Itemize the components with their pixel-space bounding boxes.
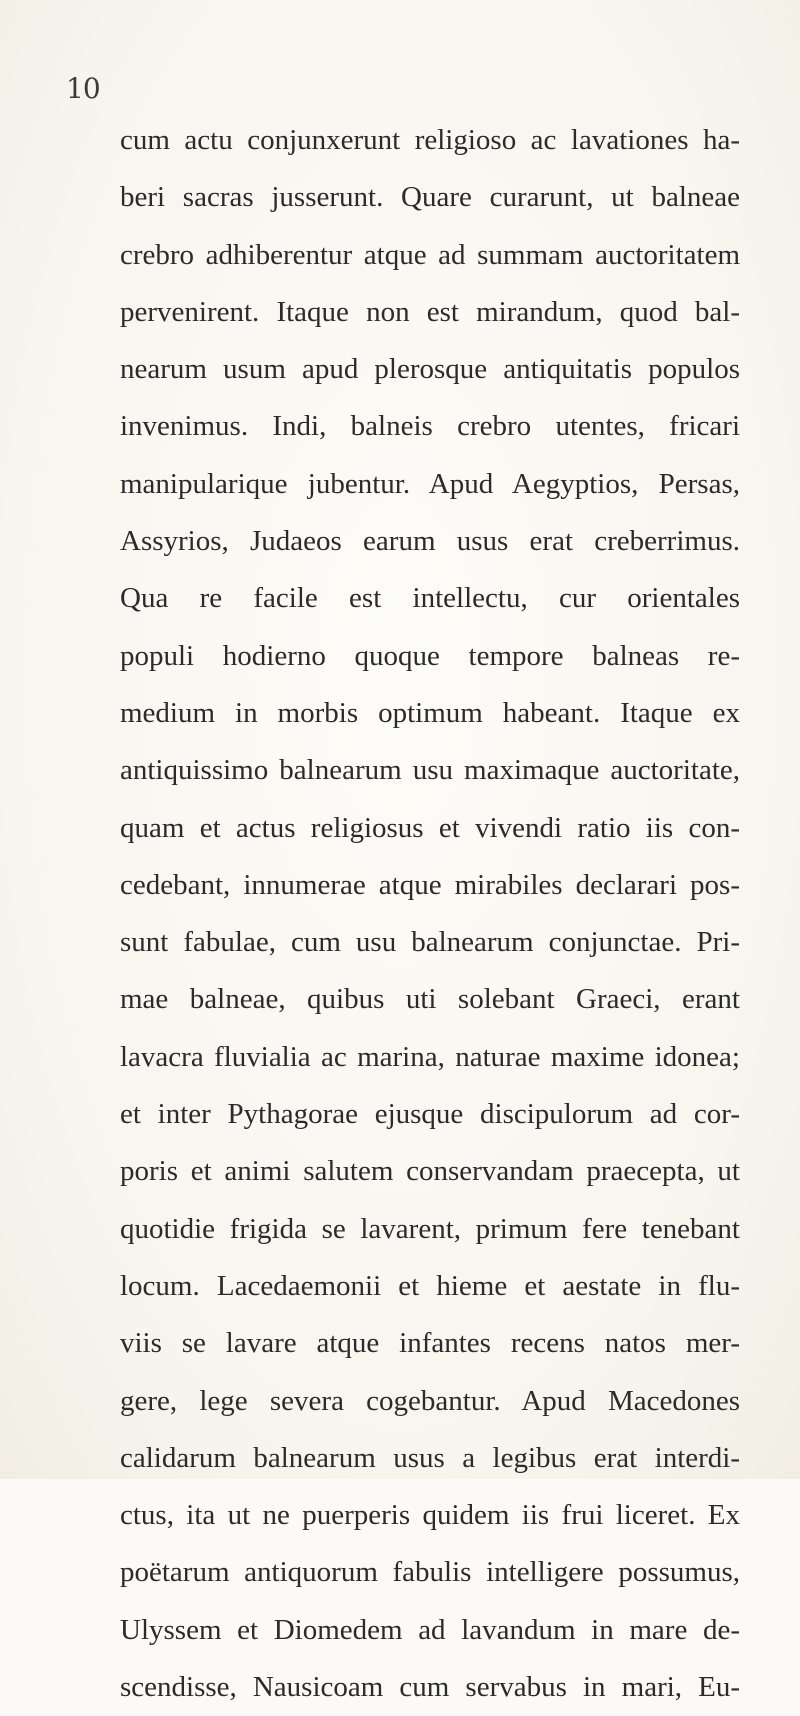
text-line: cum actu conjunxerunt religioso ac lavationes ha- — [120, 124, 740, 156]
text-line: calidarum balnearum usus a legibus erat interdi- — [120, 1441, 740, 1474]
text-line: quotidie frigida se lavarent, primum fere tenebant — [120, 1212, 740, 1245]
text-line: locum. Lacedaemonii et hieme et aestate in flu- — [120, 1269, 740, 1302]
text-line: pervenirent. Itaque non est mirandum, quod bal- — [120, 295, 740, 328]
text-line: scendisse, Nausicoam cum servabus in mari, Eu- — [120, 1671, 740, 1704]
text-line: ctus, ita ut ne puerperis quidem iis frui liceret. Ex — [120, 1499, 740, 1532]
body-text — [120, 112, 740, 1716]
text-line: populi hodierno quoque tempore balneas re- — [120, 639, 740, 672]
page-number: 10 — [66, 72, 100, 105]
text-line: Assyrios, Judaeos earum usus erat creberrimus. — [120, 525, 740, 558]
text-line: invenimus. Indi, balneis crebro utentes, fricari — [120, 410, 740, 443]
text-line: mae balneae, quibus uti solebant Graeci, erant — [120, 983, 740, 1016]
text-line: crebro adhiberentur atque ad summam auctoritatem — [120, 238, 740, 271]
text-line: Ulyssem et Diomedem ad lavandum in mare de- — [120, 1613, 740, 1646]
text-line: antiquissimo balnearum usu maximaque auctoritate, — [120, 754, 740, 787]
text-line: beri sacras jusserunt. Quare curarunt, ut balneae — [120, 181, 740, 214]
text-line: Qua re facile est intellectu, cur orientales — [120, 582, 740, 615]
text-line: medium in morbis optimum habeant. Itaque ex — [120, 696, 740, 729]
text-line: gere, lege severa cogebantur. Apud Macedones — [120, 1384, 740, 1417]
text-line: poris et animi salutem conservandam praecepta, ut — [120, 1155, 740, 1188]
text-line: viis se lavare atque infantes recens natos mer- — [120, 1327, 740, 1360]
text-line: lavacra fluvialia ac marina, naturae maxime idonea; — [120, 1040, 740, 1073]
text-line: quam et actus religiosus et vivendi ratio iis con- — [120, 811, 740, 844]
text-line: cedebant, innumerae atque mirabiles declarari pos- — [120, 868, 740, 901]
text-line: manipularique jubentur. Apud Aegyptios, Persas, — [120, 467, 740, 500]
text-line: sunt fabulae, cum usu balnearum conjunctae. Pri- — [120, 926, 740, 959]
text-line: et inter Pythagorae ejusque discipulorum ad cor- — [120, 1098, 740, 1131]
text-line: nearum usum apud plerosque antiquitatis populos — [120, 353, 740, 386]
text-line: poëtarum antiquorum fabulis intelligere possumus, — [120, 1556, 740, 1589]
